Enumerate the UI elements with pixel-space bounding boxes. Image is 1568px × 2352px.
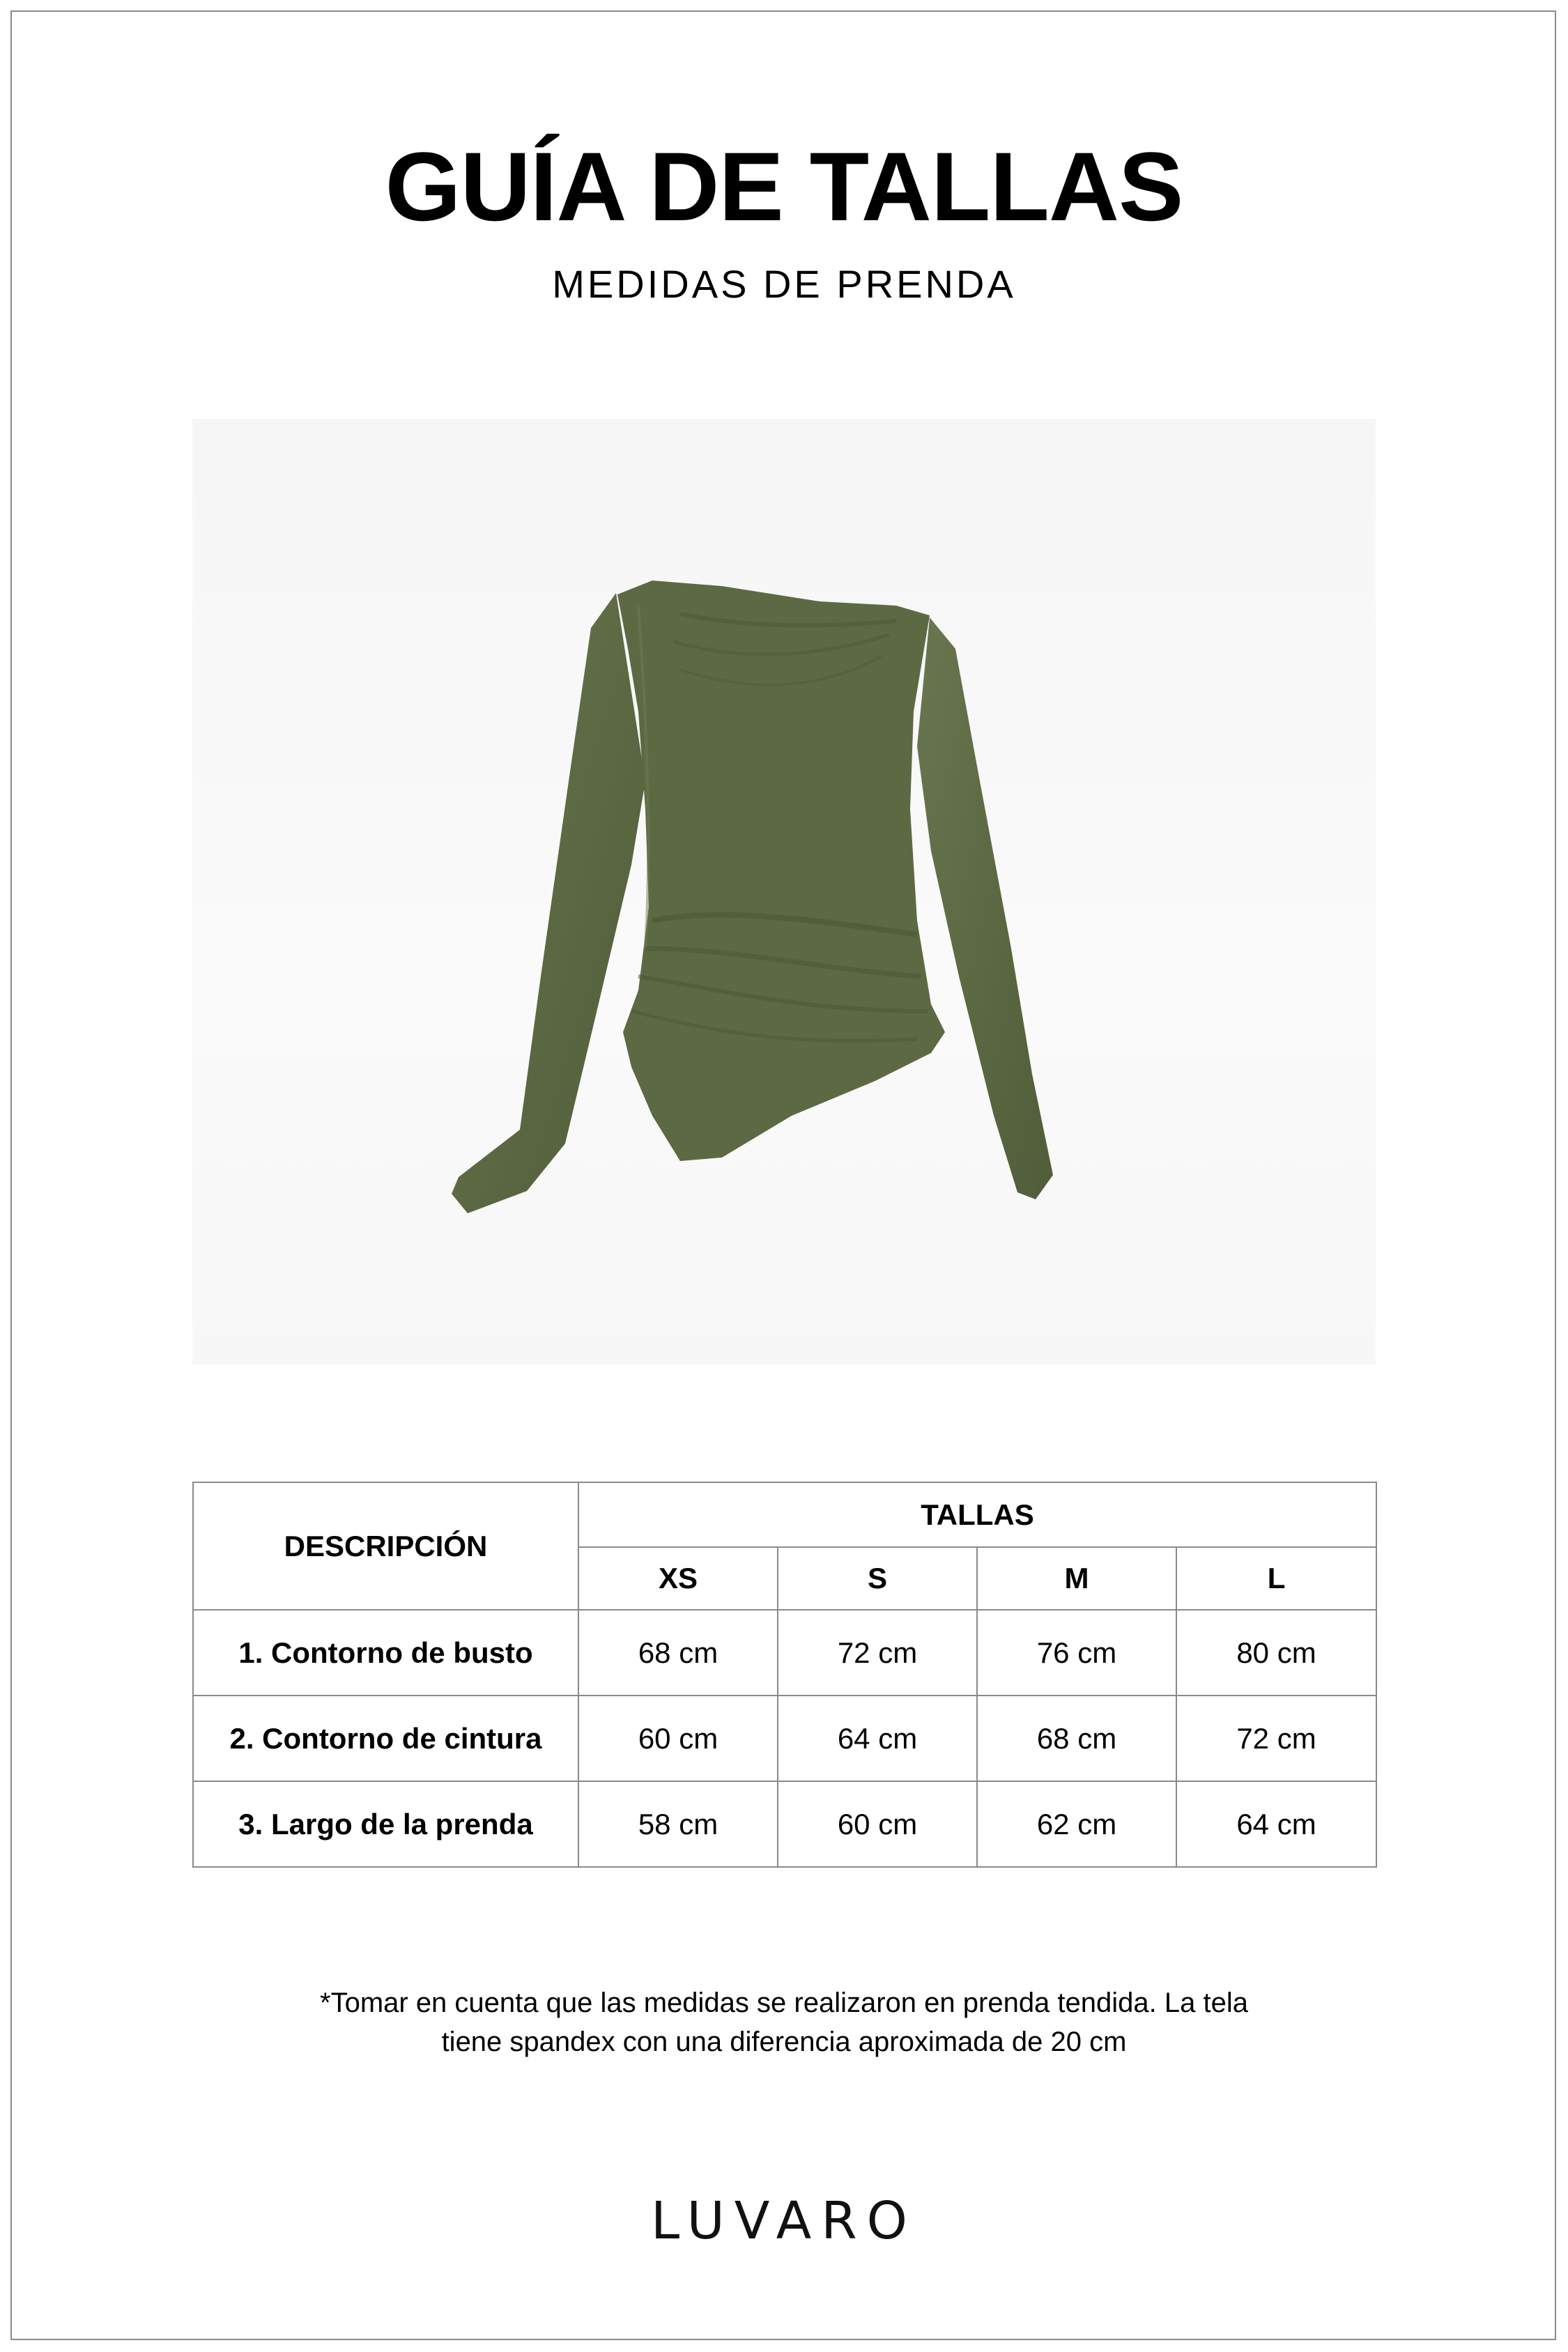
table-cell: 60 cm: [578, 1696, 778, 1781]
size-xs: XS: [578, 1547, 778, 1610]
size-l: L: [1176, 1547, 1376, 1610]
description-header: DESCRIPCIÓN: [193, 1482, 578, 1610]
size-m: M: [977, 1547, 1176, 1610]
table-row: [193, 1610, 1376, 1696]
note-line-2: tiene spandex con una diferencia aproximada de 20 cm: [441, 2027, 1127, 2057]
left-sleeve: [452, 593, 645, 1213]
garment-body: [617, 581, 945, 1161]
table-cell: 64 cm: [1176, 1781, 1376, 1867]
table-cell: 62 cm: [977, 1781, 1176, 1867]
size-s: S: [778, 1547, 977, 1610]
note-line-1: *Tomar en cuenta que las medidas se realizaron en prenda tendida. La tela: [320, 1988, 1248, 2018]
right-sleeve: [917, 617, 1053, 1199]
size-table: [192, 1482, 1377, 1868]
row-label: 2. Contorno de cintura: [193, 1696, 578, 1781]
table-cell: 60 cm: [778, 1781, 977, 1867]
brand-logo: LUVARO: [651, 2191, 917, 2251]
garment-illustration: [192, 419, 1376, 1365]
table-cell: 76 cm: [977, 1610, 1176, 1696]
page-subtitle: MEDIDAS DE PRENDA: [552, 262, 1016, 306]
table-cell: 72 cm: [778, 1610, 977, 1696]
table-cell: 80 cm: [1176, 1610, 1376, 1696]
row-label: 1. Contorno de busto: [193, 1610, 578, 1696]
measurement-note: [0, 1983, 1568, 2061]
table-cell: 58 cm: [578, 1781, 778, 1867]
table-cell: 64 cm: [778, 1696, 977, 1781]
table-cell: 68 cm: [977, 1696, 1176, 1781]
sizes-header: TALLAS: [578, 1482, 1376, 1547]
row-label: 3. Largo de la prenda: [193, 1781, 578, 1867]
page-title: GUÍA DE TALLAS: [385, 132, 1183, 241]
product-image: [192, 419, 1376, 1365]
table-cell: 72 cm: [1176, 1696, 1376, 1781]
table-cell: 68 cm: [578, 1610, 778, 1696]
table-row: [193, 1696, 1376, 1781]
table-row: [193, 1781, 1376, 1867]
